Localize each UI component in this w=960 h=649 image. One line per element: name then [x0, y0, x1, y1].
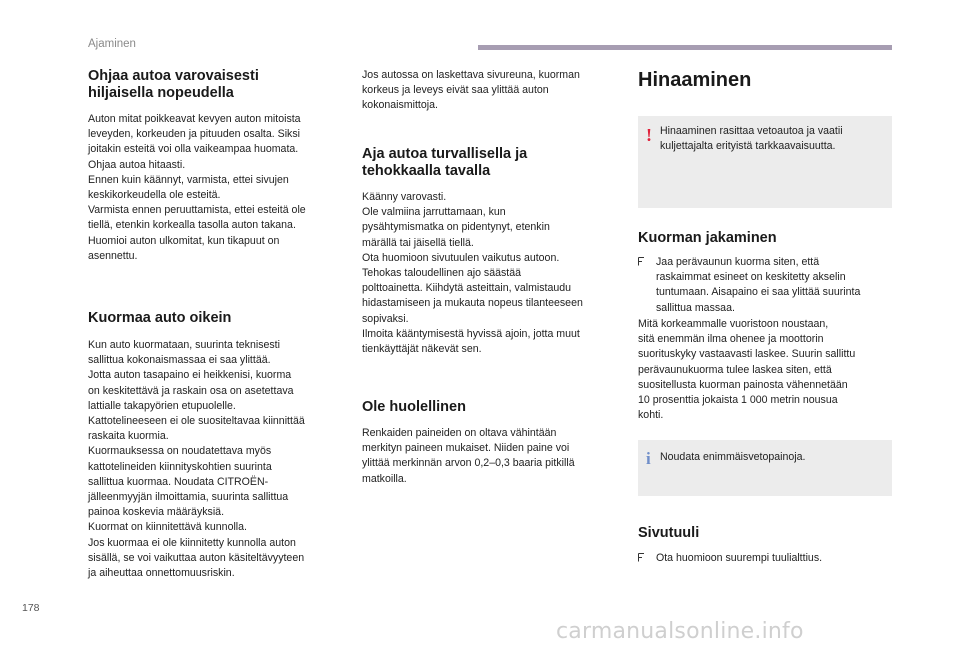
section-body-be-careful: Renkaiden paineiden on oltava vähintään merkityn paineen mukaiset. Niiden paine voi ylittää merkinnän arvon 0,2–0,3 baaria pitkillä matkoilla. [362, 427, 575, 485]
list-item-load-distribution [638, 255, 894, 316]
section-label: Ajaminen [88, 38, 136, 50]
section-body-drive-safely: Käänny varovasti. Ole valmiina jarruttamaan, kun pysähtymismatka on pidentynyt, etenkin märällä tai jäisellä tiellä. Ota huomioon sivutuulen vaikutus autoon. Tehokas taloudellinen ajo säästää polttoainetta. Kiihdytä asteittain, valmistaudu hidastamiseen ja mukauta nopeus tilanteeseen sopivaksi. Ilmoita kääntymisestä hyvissä ajoin, jotta muut tienkäyttäjät näkevät sen. [362, 191, 583, 356]
section-body-drive-slowly: Auton mitat poikkeavat kevyen auton mitoista leveyden, korkeuden ja pituuden osalta. Siksi joitakin esteitä voi olla vaikeampaa huomata. Ohjaa autoa hitaasti. Ennen kuin käännyt, varmista, ettei sivujen keskikorkeudella ole esteitä. Varmista ennen peruuttamista, ettei esteitä ole tiellä, etenkin korkealla tasolla auton takana. Huomioi auton ulkomitat, kun tikapuut on asennettu. [88, 113, 306, 262]
page-number: 178 [22, 602, 40, 614]
info-text: Noudata enimmäisvetopainoja. [660, 451, 806, 463]
chapter-title-towing: Hinaaminen [638, 69, 752, 91]
exclamation-icon: ! [646, 125, 652, 145]
list-item-crosswind [638, 551, 894, 566]
section-body-load-correctly: Kun auto kuormataan, suurinta teknisesti sallittua kokonaismassaa ei saa ylittää. Jotta auton tasapaino ei heikkenisi, kuorma on keskitettävä ja raskain osa on asetettava lattialle takapyörien etupuolelle. Kattotelineeseen ei ole suositeltavaa kiinnittää raskaita kuormia. Kuormauksessa on noudatettava myös kattotelineiden kiinnityskohtien suurinta sallittua kuormaa. Noudata CITROËN- jälleenmyyjän ilmoittamia, suurinta sallittua painoa koskevia määräyksiä. Kuormat on kiinnitettävä kunnolla. Jos kuormaa ei ole kiinnitetty kunnolla auton sisällä, se voi vaikuttaa auton käsiteltävyyteen ja aiheuttaa onnettomuusriskin. [88, 339, 305, 580]
section-title-load-distribution: Kuorman jakaminen [638, 230, 777, 246]
watermark: carmanualsonline.info [556, 619, 804, 644]
arrow-bullet-icon [638, 553, 644, 561]
warning-box [638, 116, 892, 208]
arrow-bullet-icon [638, 257, 644, 265]
arrow-bullet-icon-svg [638, 257, 645, 266]
side-panel-note: Jos autossa on laskettava sivureuna, kuorman korkeus ja leveys eivät saa ylittää auton kokonaismittoja. [362, 69, 580, 112]
section-title-be-careful: Ole huolellinen [362, 399, 466, 415]
header-accent-bar [478, 45, 892, 50]
bullet-text-crosswind: Ota huomioon suurempi tuulialttius. [656, 552, 823, 564]
section-body-load-distribution: Mitä korkeammalle vuoristoon noustaan, sitä enemmän ilma ohenee ja moottorin suorituskyky vastaavasti laskee. Suurin sallittu perävaunukuorma tulee laskea siten, että suositellusta kuorman painosta vähennetään 10 prosenttia jokaista 1 000 metrin nousua kohti. [638, 318, 856, 422]
info-icon: i [646, 449, 651, 468]
arrow-bullet-icon-svg [638, 553, 645, 562]
section-title-drive-safely: Aja autoa turvallisella ja tehokkaalla tavalla [362, 146, 528, 179]
bullet-text-load-distribution: Jaa perävaunun kuorma siten, että raskaimmat esineet on keskitetty akselin tuntumaan. Aisapaino ei saa ylittää suurinta sallittua massaa. [656, 256, 861, 314]
warning-text: Hinaaminen rasittaa vetoautoa ja vaatii kuljettajalta erityistä tarkkaavaisuutta. [660, 125, 843, 153]
section-title-drive-slowly: Ohjaa autoa varovaisesti hiljaisella nopeudella [88, 68, 259, 101]
section-title-crosswind: Sivutuuli [638, 525, 700, 541]
info-box [638, 440, 892, 496]
section-title-load-correctly: Kuormaa auto oikein [88, 310, 232, 326]
